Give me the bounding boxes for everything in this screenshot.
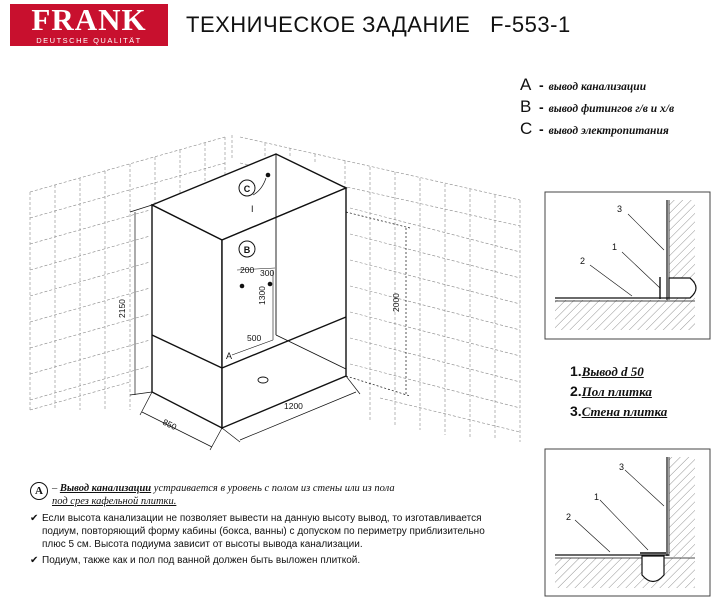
marker-b-label: B [243, 245, 251, 255]
fitting-dot-icon [240, 284, 245, 289]
marker-c-sub: I [251, 204, 254, 214]
dim-2000: 2000 [391, 293, 401, 312]
dim-2150: 2150 [117, 299, 127, 318]
dim-200: 200 [240, 265, 255, 275]
legend-dash: - [539, 121, 544, 137]
detail1-callout-1: 1 [612, 242, 618, 252]
drain-icon [258, 377, 268, 383]
legend-text: вывод канализации [548, 81, 647, 93]
detail-floor-outlet [545, 449, 710, 596]
detail-list [570, 363, 667, 423]
detail-wall-outlet [545, 192, 710, 339]
note-a-body: устраивается в уровень с полом из стены или из пола [151, 483, 395, 494]
note-drain [30, 482, 500, 508]
detail-list-item [570, 383, 667, 403]
note-a-text: – Вывод канализации устраивается в уровень с полом из стены или из пола под срез кафельной плитки. [52, 483, 395, 507]
legend-text: вывод фитингов г/в и х/в [548, 103, 675, 115]
legend-dash: - [539, 77, 544, 93]
legend-text: вывод электропитания [548, 125, 669, 137]
check-icon: ✔ [30, 513, 39, 524]
logo-subtitle: DEUTSCHE QUALITÄT [36, 36, 142, 45]
legend-letter: B [520, 97, 532, 116]
dim-850: 850 [161, 416, 179, 433]
detail-list-text: Вывод d 50 [581, 364, 644, 379]
dim-left-height [130, 205, 152, 395]
dim-1300: 1300 [257, 286, 267, 305]
fitting-dot-icon [268, 282, 273, 287]
note-a-marker: A [30, 482, 48, 500]
detail2-callout-2: 2 [566, 512, 572, 522]
legend-dash: - [539, 99, 544, 115]
dim-300: 300 [260, 268, 275, 278]
detail1-callout-2: 2 [580, 256, 586, 266]
detail-list-num: 3. [570, 403, 582, 419]
detail-list-num: 2. [570, 383, 582, 399]
marker-c-label: C [243, 184, 251, 194]
check-icon: ✔ [30, 555, 39, 566]
detail1-callout-3: 3 [617, 204, 623, 214]
note-bullet-text: Подиум, также как и пол под ванной должен быть выложен плиткой. [42, 555, 361, 566]
marker-a-label: A [226, 351, 233, 361]
note-a-title: Вывод канализации [59, 483, 152, 494]
legend-letter: C [520, 119, 533, 138]
detail-list-item [570, 403, 667, 423]
note-a-body2: под срез кафельной плитки. [52, 496, 177, 507]
detail2-callout-3: 3 [619, 462, 625, 472]
dim-1200: 1200 [284, 401, 303, 411]
detail-list-text: Стена плитка [581, 404, 668, 419]
logo-brand: FRANK [31, 2, 147, 37]
page-title: ТЕХНИЧЕСКОЕ ЗАДАНИЕ F-553-1 [186, 12, 571, 37]
detail2-callout-1: 1 [594, 492, 600, 502]
detail-list-text: Пол плитка [581, 384, 652, 399]
note-bullet [30, 554, 500, 567]
legend-letter: A [520, 75, 532, 94]
power-dot-icon [266, 173, 271, 178]
detail-list-num: 1. [570, 363, 582, 379]
note-bullet-text: Если высота канализации не позволяет вывести на данную высоту вывод, то изготавливается подиум, повторяющий форму кабины (бокса, ванны) с допуском по периметру приблизительно плюс 5 см. Высота подиума зависит от высоты вывода канализации. [42, 513, 485, 550]
detail-list-item [570, 363, 667, 383]
dim-500: 500 [247, 333, 262, 343]
note-bullet [30, 512, 500, 551]
notes [30, 482, 500, 570]
